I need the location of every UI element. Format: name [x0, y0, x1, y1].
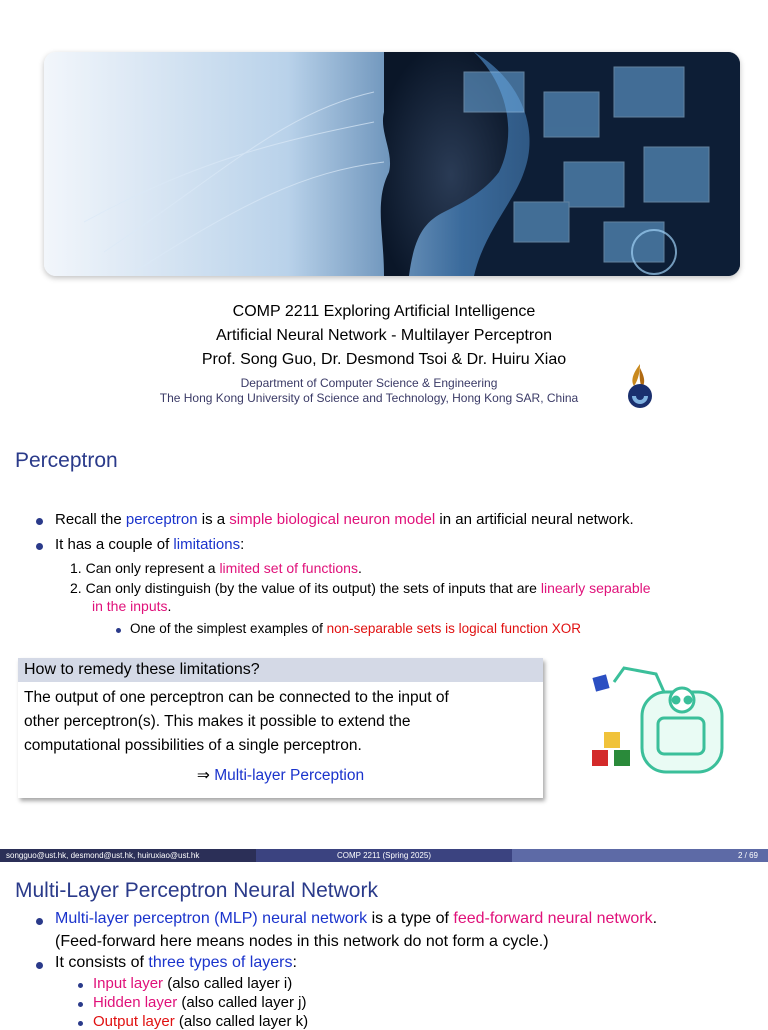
- bullet-icon: [36, 962, 43, 969]
- numbered-item-2-cont: in the inputs.: [92, 598, 172, 614]
- layer-input: Input layer (also called layer i): [93, 975, 293, 992]
- numbered-item-2: 2. Can only distinguish (by the value of its output) the sets of inputs that are linearly separable: [70, 580, 651, 596]
- bullet-icon: [36, 918, 43, 925]
- department: Department of Computer Science & Engineering: [240, 376, 498, 390]
- hkust-logo-icon: [624, 362, 656, 410]
- layer-output: Output layer (also called layer k): [93, 1013, 309, 1030]
- block-header: How to remedy these limitations?: [18, 658, 543, 682]
- bullet-limitations: It has a couple of limitations:: [55, 536, 245, 553]
- sub-bullet-icon: [116, 628, 121, 633]
- robot-arm-illustration: [584, 662, 734, 780]
- bullet-mlp-definition-cont: (Feed-forward here means nodes in this network do not form a cycle.): [55, 933, 549, 950]
- slide-footer: [0, 849, 768, 862]
- remedy-block: [18, 658, 543, 798]
- layer-hidden: Hidden layer (also called layer j): [93, 994, 307, 1011]
- footer-course: COMP 2211 (Spring 2025): [256, 849, 512, 862]
- mlp-link: Multi-layer Perception: [214, 767, 365, 784]
- bullet-icon: [36, 518, 43, 525]
- sub-bullet-icon: [78, 983, 83, 988]
- footer-emails: songguo@ust.hk, desmond@ust.hk, huiruxiao@ust.hk: [0, 849, 256, 862]
- hero-image: [44, 52, 740, 276]
- sub-bullet-icon: [78, 1002, 83, 1007]
- sub-bullet-xor: One of the simplest examples of non-separable sets is logical function XOR: [130, 621, 581, 636]
- university: The Hong Kong University of Science and Technology, Hong Kong SAR, China: [159, 391, 579, 405]
- bullet-three-layers: It consists of three types of layers:: [55, 954, 297, 971]
- implies-arrow: ⇒: [196, 767, 210, 784]
- bullet-recall: Recall the perceptron is a simple biological neuron model in an artificial neural network.: [55, 511, 634, 528]
- slide-title: Multi-Layer Perceptron Neural Network: [15, 879, 378, 902]
- bullet-icon: [36, 543, 43, 550]
- lecture-subtitle: Artificial Neural Network - Multilayer Perceptron: [215, 327, 553, 344]
- authors: Prof. Song Guo, Dr. Desmond Tsoi & Dr. Huiru Xiao: [201, 351, 567, 368]
- footer-page-number: 2 / 69: [512, 849, 768, 862]
- block-line: computational possibilities of a single perceptron.: [24, 737, 362, 754]
- block-line: The output of one perceptron can be connected to the input of: [24, 689, 449, 706]
- block-body: [18, 682, 543, 792]
- course-title: COMP 2211 Exploring Artificial Intelligence: [232, 303, 536, 320]
- numbered-item-1: 1. Can only represent a limited set of functions.: [70, 560, 362, 576]
- block-conclusion: [24, 764, 537, 788]
- slide-title: Perceptron: [15, 449, 118, 472]
- block-line: other perceptron(s). This makes it possible to extend the: [24, 713, 411, 730]
- bullet-mlp-definition: Multi-layer perceptron (MLP) neural network is a type of feed-forward neural network.: [55, 910, 658, 927]
